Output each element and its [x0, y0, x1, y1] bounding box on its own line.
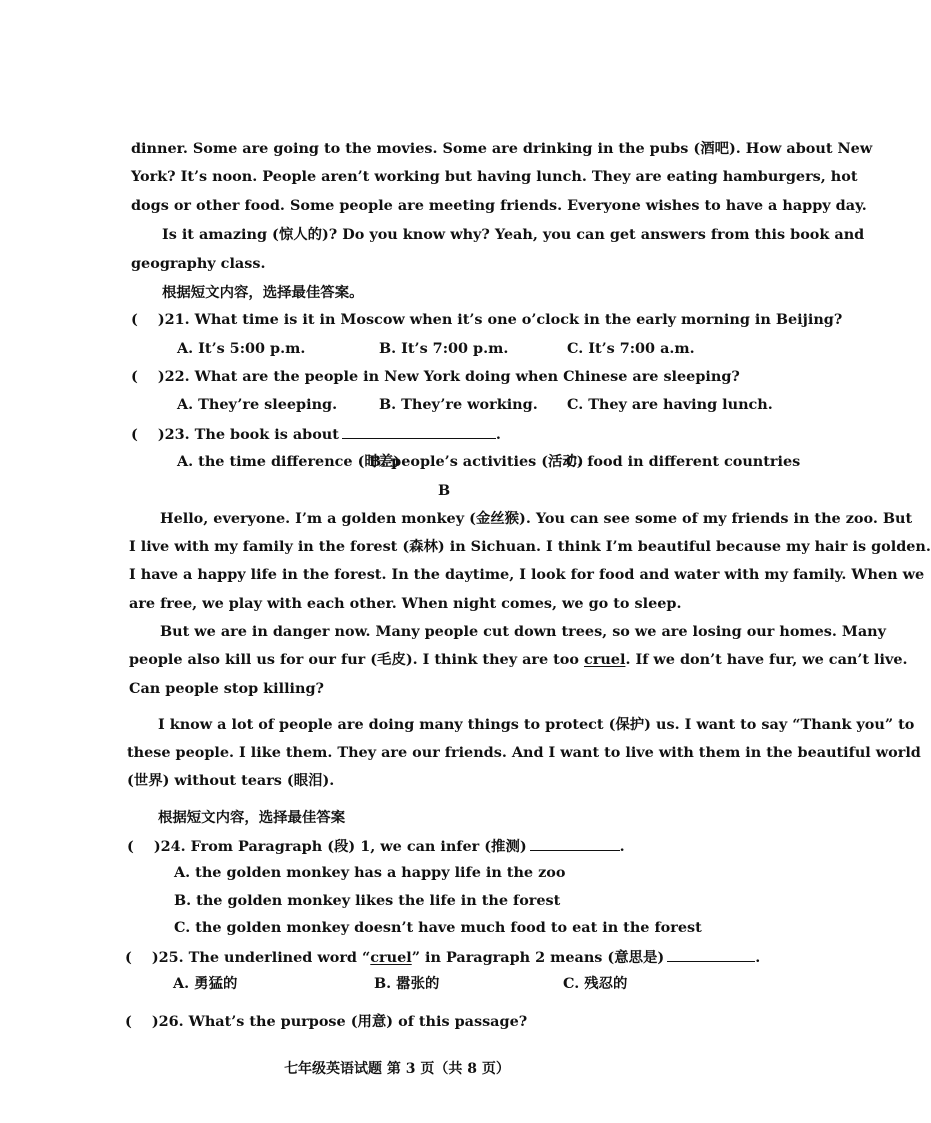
sentence-text: people also kill us for our fur (毛皮). I think they are too	[129, 651, 584, 668]
option-a[interactable]: A. They’re sleeping.	[177, 396, 338, 413]
passage-b-heading: B	[438, 482, 451, 499]
underlined-word: cruel	[370, 949, 412, 966]
option-c[interactable]: C. It’s 7:00 a.m.	[567, 340, 695, 357]
passage-b-line: I know a lot of people are doing many things to protect (保护) us. I want to say “Thank you” to	[158, 716, 915, 733]
passage-a-line: Is it amazing (惊人的)? Do you know why? Yeah, you can get answers from this book and	[162, 226, 865, 243]
question-text: )21. What time is it in Moscow when it’s one o’clock in the early morning in Beijing?	[157, 311, 843, 328]
question-25	[125, 947, 760, 968]
question-text: )25. The underlined word “	[151, 949, 371, 966]
passage-a-line: dinner. Some are going to the movies. Some are drinking in the pubs (酒吧). How about New	[131, 140, 873, 157]
question-text: )23. The book is about	[157, 426, 339, 443]
answer-blank[interactable]	[342, 424, 496, 439]
sentence-text: . If we don’t have fur, we can’t live.	[625, 651, 908, 668]
answer-blank[interactable]	[667, 947, 755, 962]
answer-blank[interactable]	[530, 836, 620, 851]
passage-b-line	[129, 650, 908, 670]
question-23	[131, 424, 501, 445]
passage-a-line: geography class.	[131, 255, 266, 272]
option-c[interactable]: C. They are having lunch.	[567, 396, 773, 413]
question-26	[125, 1012, 527, 1032]
option-b[interactable]: B. It’s 7:00 p.m.	[379, 340, 509, 357]
passage-b-line: I live with my family in the forest (森林) in Sichuan. I think I’m beautiful because my hair is golden.	[129, 538, 931, 555]
answer-bracket[interactable]: (	[127, 838, 134, 855]
section-instruction: 根据短文内容，选择最佳答案	[158, 809, 346, 826]
passage-b-line: Hello, everyone. I’m a golden monkey (金丝猴). You can see some of my friends in the zoo. But	[160, 510, 913, 527]
page-footer: 七年级英语试题 第 3 页（共 8 页）	[284, 1061, 510, 1077]
passage-b-line: these people. I like them. They are our friends. And I want to live with them in the beautiful world	[127, 744, 921, 761]
option-a[interactable]: A. It’s 5:00 p.m.	[177, 340, 306, 357]
question-22	[131, 367, 740, 387]
period: .	[495, 426, 501, 443]
period: .	[755, 949, 761, 966]
option-b[interactable]: B. 嚣张的	[374, 975, 440, 992]
passage-b-line: Can people stop killing?	[129, 680, 324, 697]
question-text: )24. From Paragraph (段) 1, we can infer (推测)	[153, 838, 527, 855]
question-text: )26. What’s the purpose (用意) of this passage?	[151, 1013, 528, 1030]
answer-bracket[interactable]: (	[131, 311, 138, 328]
option-b[interactable]: B. people’s activities (活动)	[369, 453, 584, 470]
question-text: )22. What are the people in New York doing when Chinese are sleeping?	[157, 368, 740, 385]
option-c[interactable]: C. the golden monkey doesn’t have much food to eat in the forest	[174, 919, 702, 936]
option-a[interactable]: A. the golden monkey has a happy life in the zoo	[174, 864, 566, 881]
question-24	[127, 836, 625, 857]
underlined-word: cruel	[584, 651, 626, 668]
option-b[interactable]: B. They’re working.	[379, 396, 538, 413]
option-c[interactable]: C. 残忍的	[563, 975, 628, 992]
passage-a-line: dogs or other food. Some people are meeting friends. Everyone wishes to have a happy day.	[131, 197, 867, 214]
question-text: ” in Paragraph 2 means (意思是)	[411, 949, 665, 966]
answer-bracket[interactable]: (	[125, 1013, 132, 1030]
passage-b-line: I have a happy life in the forest. In the daytime, I look for food and water with my family. When we	[129, 566, 925, 583]
option-a[interactable]: A. the time difference (时差)	[177, 453, 400, 470]
option-c[interactable]: C. food in different countries	[566, 453, 801, 470]
answer-bracket[interactable]: (	[125, 949, 132, 966]
option-b[interactable]: B. the golden monkey likes the life in the forest	[174, 892, 561, 909]
question-21	[131, 310, 842, 330]
answer-bracket[interactable]: (	[131, 368, 138, 385]
passage-b-line: are free, we play with each other. When night comes, we go to sleep.	[129, 595, 682, 612]
passage-b-line: (世界) without tears (眼泪).	[127, 772, 335, 789]
answer-bracket[interactable]: (	[131, 426, 138, 443]
period: .	[619, 838, 625, 855]
option-a[interactable]: A. 勇猛的	[173, 975, 238, 992]
section-instruction: 根据短文内容，选择最佳答案。	[162, 284, 364, 301]
passage-a-line: York? It’s noon. People aren’t working but having lunch. They are eating hamburgers, hot	[131, 168, 858, 185]
passage-b-line: But we are in danger now. Many people cut down trees, so we are losing our homes. Many	[160, 623, 886, 640]
